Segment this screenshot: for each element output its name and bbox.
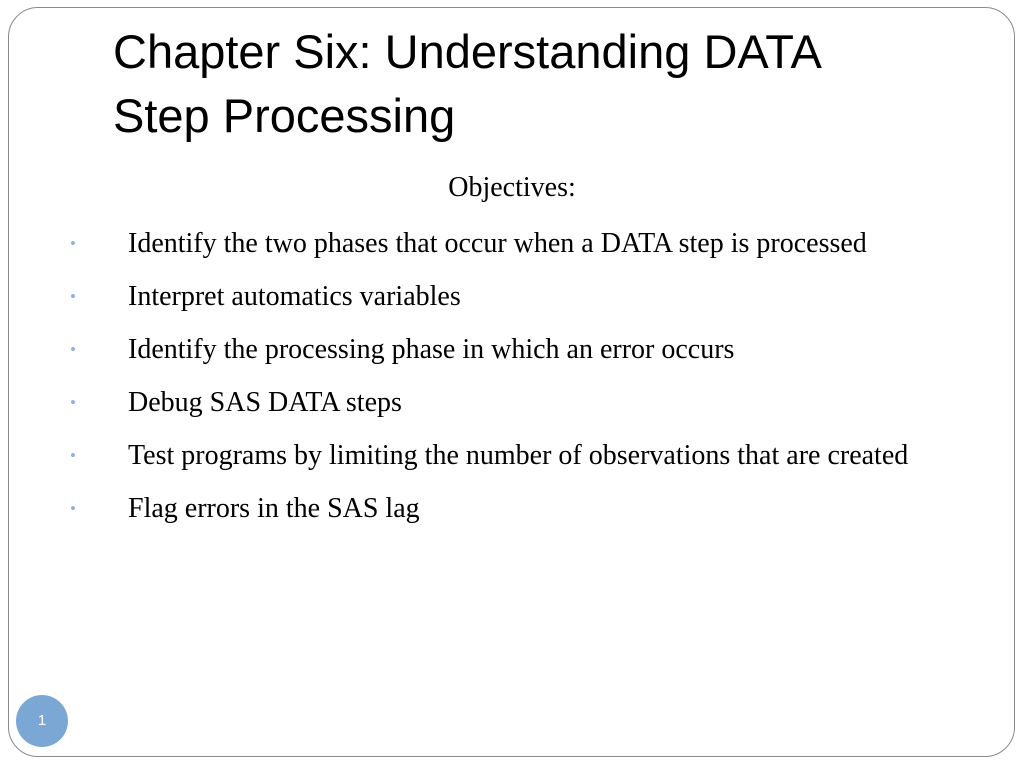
title-line-1: Chapter Six: Understanding DATA (113, 25, 822, 78)
title-line-2: Step Processing (113, 89, 456, 142)
list-item (0, 328, 958, 372)
bullet-text: Identify the two phases that occur when a DATA step is processed (128, 228, 867, 259)
bullet-text: Interpret automatics variables (128, 281, 461, 312)
objectives-heading: Objectives: (448, 172, 576, 203)
bullet-icon: • (70, 499, 76, 518)
slide-title (113, 20, 973, 148)
list-item (0, 381, 958, 425)
list-item (0, 275, 958, 319)
bullet-text: Test programs by limiting the number of observations that are created (128, 440, 909, 471)
bullet-icon: • (70, 287, 76, 306)
bullet-text: Identify the processing phase in which an error occurs (128, 334, 735, 365)
bullet-icon: • (70, 340, 76, 359)
slide-number-badge: 1 (16, 695, 68, 747)
objectives-list (0, 222, 1024, 540)
bullet-icon: • (70, 446, 76, 465)
bullet-text: Debug SAS DATA steps (128, 387, 402, 418)
list-item (0, 222, 958, 266)
bullet-icon: • (70, 234, 76, 253)
list-item (0, 434, 958, 478)
bullet-icon: • (70, 393, 76, 412)
list-item (0, 487, 958, 531)
bullet-text: Flag errors in the SAS lag (128, 493, 420, 524)
